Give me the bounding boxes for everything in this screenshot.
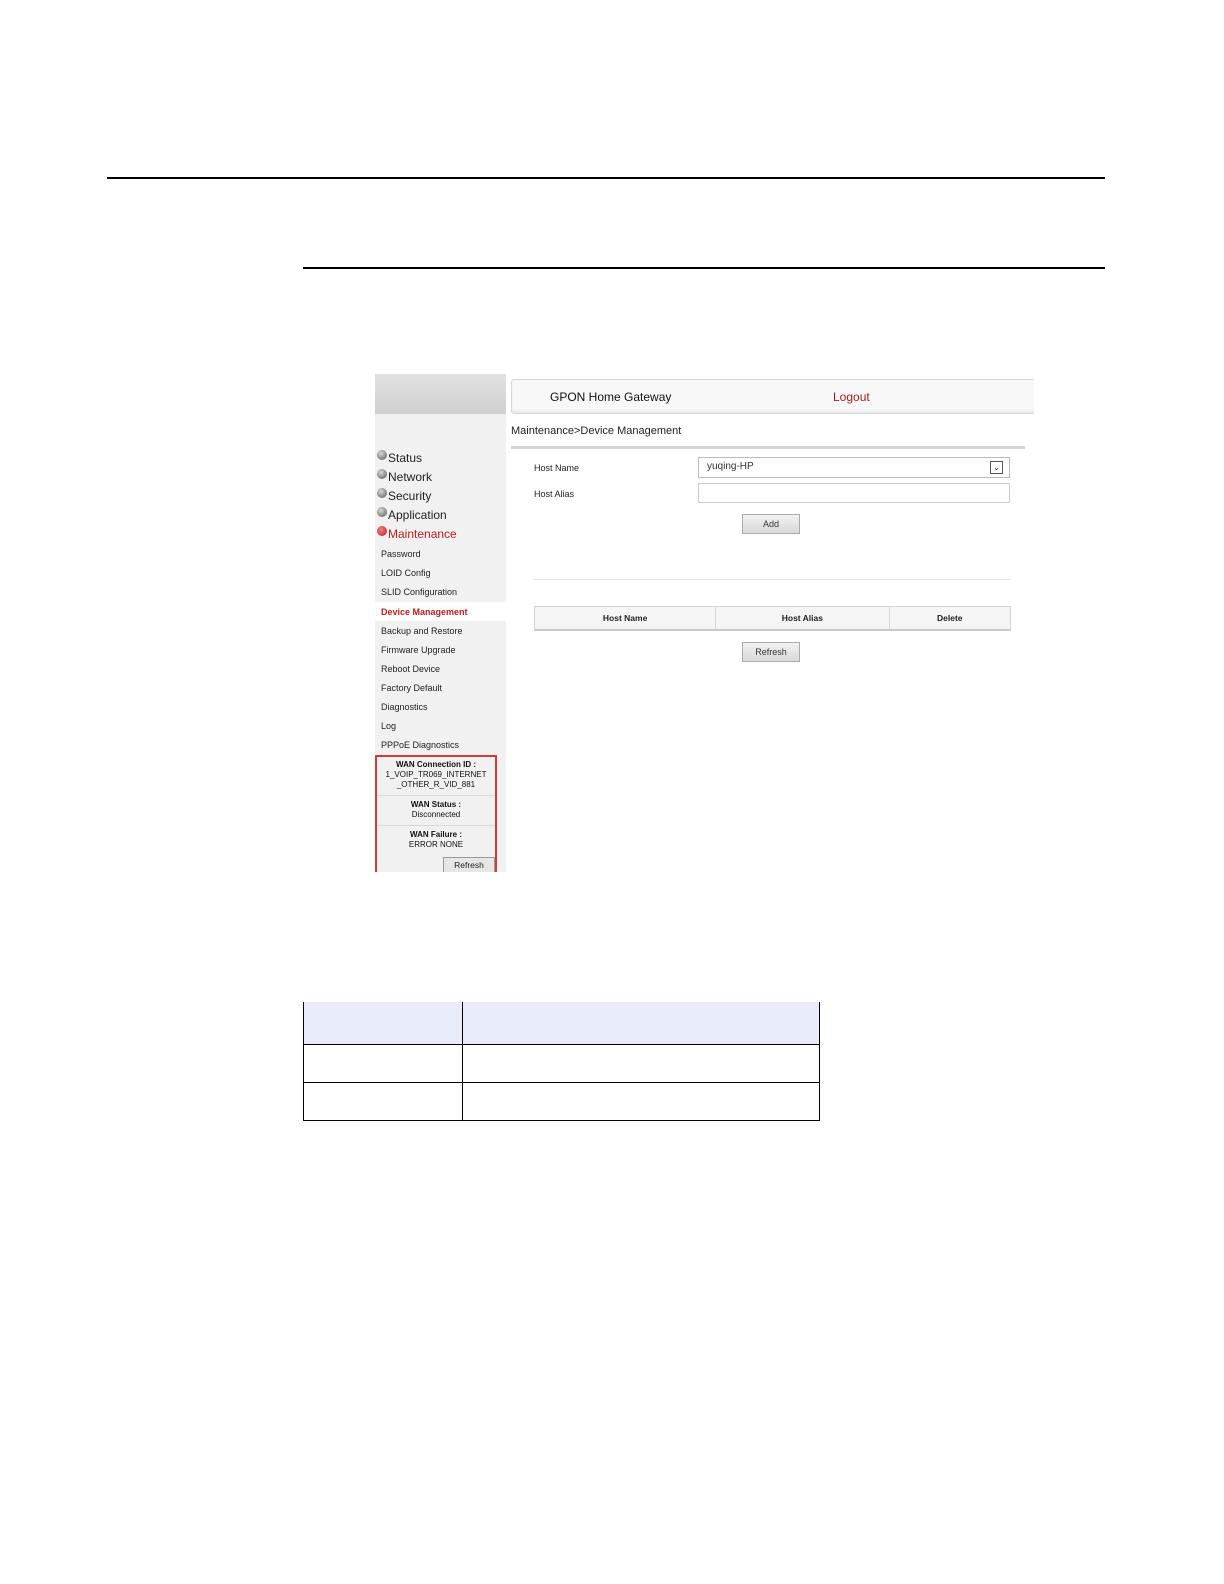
host-table-header bbox=[534, 606, 1011, 631]
chevron-down-icon[interactable]: ⌄ bbox=[990, 461, 1003, 474]
subitem-backup-restore[interactable]: Backup and Restore bbox=[381, 626, 463, 636]
column-header: Delete bbox=[936, 613, 963, 623]
bullet-icon bbox=[377, 507, 387, 517]
sidebar-item-maintenance[interactable]: Maintenance bbox=[377, 527, 457, 541]
subitem-log[interactable]: Log bbox=[381, 721, 397, 731]
host-name-select[interactable] bbox=[698, 457, 1010, 478]
sidebar-item-security[interactable]: Security bbox=[377, 489, 431, 503]
subitem-slid-configuration[interactable]: SLID Configuration bbox=[381, 587, 458, 597]
host-name-label: Host Name bbox=[534, 463, 580, 473]
table-row bbox=[304, 1083, 820, 1121]
wan-divider bbox=[377, 825, 495, 826]
subitem-device-management[interactable]: Device Management bbox=[381, 607, 468, 617]
refresh-button[interactable]: Refresh bbox=[742, 642, 800, 662]
subitem-firmware-upgrade[interactable]: Firmware Upgrade bbox=[381, 645, 456, 655]
logout-link[interactable]: Logout bbox=[833, 390, 870, 404]
sidebar-item-application[interactable]: Application bbox=[377, 508, 447, 522]
parameter-table bbox=[303, 1002, 820, 1121]
table-cell bbox=[304, 1083, 463, 1121]
wan-status: WAN Status : Disconnected bbox=[410, 800, 462, 819]
wan-refresh-button[interactable]: Refresh bbox=[443, 857, 495, 872]
subitem-pppoe-diagnostics[interactable]: PPPoE Diagnostics bbox=[381, 740, 460, 750]
table-header-cell bbox=[304, 1002, 463, 1045]
table-row bbox=[304, 1045, 820, 1083]
top-rule bbox=[107, 177, 1105, 179]
sidebar-header bbox=[375, 374, 506, 414]
column-header: Host Name bbox=[535, 607, 716, 629]
host-name-value: yuqing-HP bbox=[707, 461, 754, 472]
table-cell bbox=[463, 1045, 820, 1083]
sidebar-item-status[interactable]: Status bbox=[377, 451, 422, 465]
gateway-title: GPON Home Gateway bbox=[550, 390, 672, 404]
subitem-diagnostics[interactable]: Diagnostics bbox=[381, 702, 428, 712]
wan-failure: WAN Failure : ERROR NONE bbox=[408, 830, 464, 849]
breadcrumb-divider bbox=[511, 446, 1025, 449]
table-cell bbox=[304, 1045, 463, 1083]
host-alias-label: Host Alias bbox=[534, 489, 575, 499]
wan-connection-id: WAN Connection ID : 1_VOIP_TR069_INTERNET _OTHER_R_VID_881 bbox=[385, 760, 487, 789]
column-header: Host Alias bbox=[716, 607, 889, 629]
subitem-factory-default[interactable]: Factory Default bbox=[381, 683, 443, 693]
sidebar-item-network[interactable]: Network bbox=[377, 470, 432, 484]
subitem-password[interactable]: Password bbox=[381, 549, 421, 559]
top-bar bbox=[511, 379, 1034, 414]
section-rule bbox=[303, 267, 1105, 269]
router-screenshot bbox=[375, 374, 1034, 872]
wan-divider bbox=[377, 795, 495, 796]
table-cell bbox=[463, 1083, 820, 1121]
breadcrumb: Maintenance>Device Management bbox=[511, 425, 682, 437]
wan-status-panel bbox=[375, 755, 497, 872]
bullet-icon bbox=[377, 450, 387, 460]
table-header-row bbox=[304, 1002, 820, 1045]
subitem-reboot-device[interactable]: Reboot Device bbox=[381, 664, 441, 674]
form-divider bbox=[533, 579, 1011, 580]
bullet-icon bbox=[377, 469, 387, 479]
host-alias-input[interactable] bbox=[698, 483, 1010, 503]
bullet-icon bbox=[377, 526, 387, 536]
table-header-cell bbox=[463, 1002, 820, 1045]
add-button[interactable]: Add bbox=[742, 514, 800, 534]
subitem-loid-config[interactable]: LOID Config bbox=[381, 568, 431, 578]
bullet-icon bbox=[377, 488, 387, 498]
